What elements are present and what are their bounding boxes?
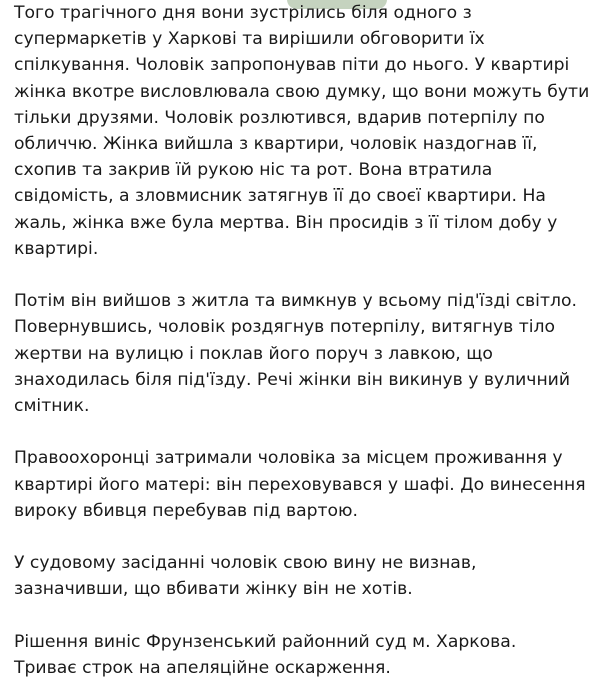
text-line: жертви на вулицю і поклав його поруч з лавкою, що	[14, 343, 493, 364]
text-line: спілкування. Чоловік запропонував піти до нього. У квартирі	[14, 55, 570, 76]
text-line: смітник.	[14, 396, 90, 417]
paragraph-1	[14, 0, 598, 262]
paragraph-4	[14, 550, 598, 602]
text-line: вироку вбивця перебував під вартою.	[14, 500, 358, 521]
text-line: жаль, жінка вже була мертва. Він просидів з її тілом добу у	[14, 212, 558, 233]
text-line: Правоохоронці затримали чоловіка за місцем проживання у	[14, 448, 563, 469]
message-text	[14, 0, 598, 681]
text-line: Потім він вийшов з житла та вимкнув у всьому під'їзді світло.	[14, 291, 577, 312]
text-line: квартирі.	[14, 238, 99, 259]
text-line: знаходилась біля під'їзду. Речі жінки він викинув у вуличний	[14, 369, 571, 390]
text-line: схопив та закрив їй рукою ніс та рот. Вона втратила	[14, 160, 493, 181]
text-line: Того трагічного дня вони зустрілись біля одного з	[14, 3, 472, 23]
text-line: Триває строк на апеляційне оскарження.	[14, 658, 391, 679]
text-line: зазначивши, що вбивати жінку він не хотів.	[14, 579, 413, 600]
text-line: У судовому засіданні чоловік свою вину не визнав,	[14, 553, 477, 574]
text-line: Рішення виніс Фрунзенський районний суд м. Харкова.	[14, 631, 517, 652]
paragraph-2	[14, 288, 598, 419]
text-line: обличчю. Жінка вийшла з квартири, чоловік наздогнав її,	[14, 134, 538, 155]
text-line: Повернувшись, чоловік роздягнув потерпілу, витягнув тіло	[14, 317, 556, 338]
text-line: свідомість, а зловмисник затягнув її до своєї квартири. На	[14, 186, 546, 207]
paragraph-3	[14, 445, 598, 524]
paragraph-5	[14, 629, 598, 681]
text-line: супермаркетів у Харкові та вирішили обговорити їх	[14, 29, 485, 50]
text-line: жінка вкотре висловлювала свою думку, що вони можуть бути	[14, 81, 590, 102]
text-line: тільки друзями. Чоловік розлютився, вдарив потерпілу по	[14, 107, 545, 128]
text-line: квартирі його матері: він переховувався у шафі. До винесення	[14, 474, 586, 495]
